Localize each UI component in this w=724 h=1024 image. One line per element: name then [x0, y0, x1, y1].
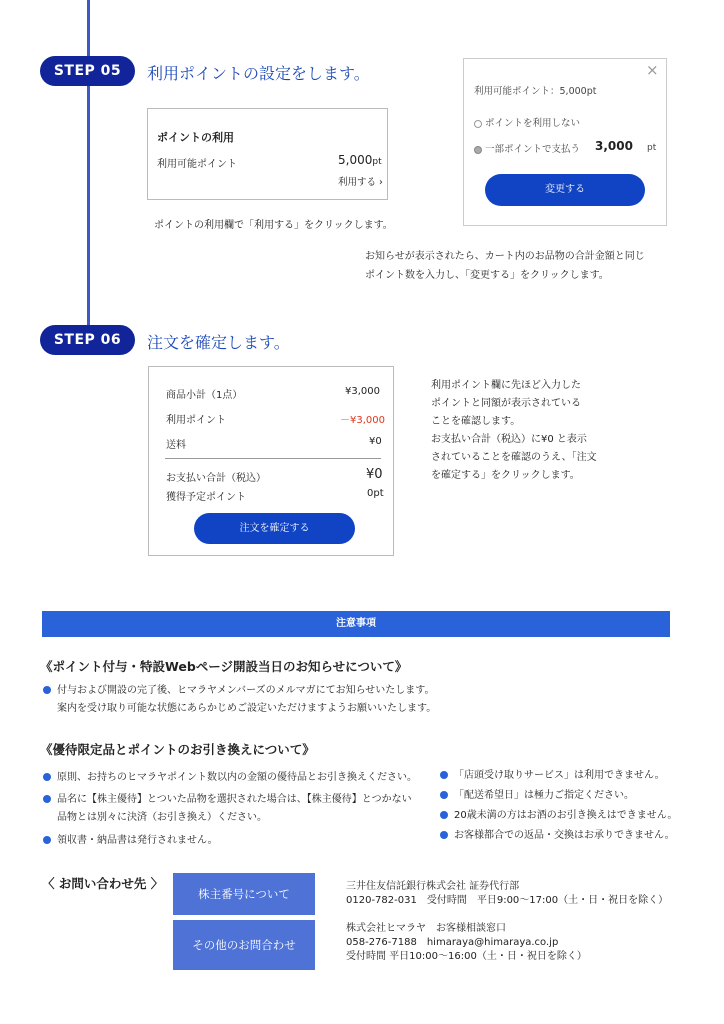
notice-left-item-2-cont: 品物とは別々に決済（お引き換え）ください。: [57, 812, 267, 823]
notice-left-item-2: 品名に【株主優待】とついた品物を選択された場合は、【株主優待】とつかない: [43, 790, 412, 805]
bullet-icon: [440, 771, 448, 779]
notice-header: 注意事項: [42, 611, 670, 637]
subtotal-label: 商品小計（1点）: [166, 390, 243, 401]
points-usage-heading: ポイントの利用: [157, 131, 234, 144]
change-button[interactable]: 変更する: [485, 174, 645, 206]
contact-trust-bank-name: 三井住友信託銀行株式会社 証券代行部: [346, 881, 520, 892]
timeline-line: [87, 0, 90, 335]
bullet-icon: [440, 811, 448, 819]
radio-partial-points[interactable]: 一部ポイントで支払う: [474, 141, 580, 155]
notice-left-item-1: 原則、お持ちのヒマラヤポイント数以内の金額の優待品とお引き換えください。: [43, 768, 417, 783]
step-06-desc-line: ポイントと同額が表示されている: [431, 398, 581, 409]
notice-section-1-line-2: 案内を受け取り可能な状態にあらかじめご設定いただけますようお願いいたします。: [57, 703, 437, 714]
bullet-icon: [440, 791, 448, 799]
bullet-icon: [440, 831, 448, 839]
step-06-desc: [431, 377, 597, 485]
contact-title: 〈 お問い合わせ先 〉: [42, 876, 164, 891]
points-amount-unit: pt: [647, 143, 657, 153]
step-06-desc-line: されていることを確認のうえ、「注文: [431, 452, 597, 463]
notice-right-item-3: 20歳未満の方はお酒のお引き換えはできません。: [440, 806, 677, 821]
radio-off-icon: [474, 120, 482, 128]
subtotal-value: ¥3,000: [345, 386, 380, 397]
contact-trust-bank-phone: 0120-782-031 受付時間 平日9:00〜17:00（土・日・祝日を除く）: [346, 895, 669, 906]
notice-section-1-title: 《ポイント付与・特設Webページ開設当日のお知らせについて》: [40, 659, 408, 674]
contact-himaraya-name: 株式会社ヒマラヤ お客様相談窓口: [346, 923, 506, 934]
total-label: お支払い合計（税込）: [166, 473, 266, 484]
radio-no-points[interactable]: ポイントを利用しない: [474, 115, 580, 129]
radio-on-icon: [474, 146, 482, 154]
step-06-badge: STEP 06: [40, 325, 135, 355]
other-inquiries-button[interactable]: その他のお問合わせ: [173, 920, 315, 970]
earned-points-value: 0pt: [367, 488, 384, 499]
close-icon[interactable]: ×: [646, 61, 659, 79]
modal-available-points: 利用可能ポイント：5,000pt: [474, 86, 597, 97]
step-06-desc-line: を確定する」をクリックします。: [431, 470, 580, 481]
points-amount-input[interactable]: 3,000: [595, 139, 633, 153]
notice-section-2-title: 《優待限定品とポイントのお引き換えについて》: [40, 742, 315, 757]
bullet-icon: [43, 686, 51, 694]
available-points-value: 5,000pt: [338, 153, 382, 167]
summary-divider: [165, 458, 381, 459]
shareholder-number-button[interactable]: 株主番号について: [173, 873, 315, 915]
contact-himaraya: [346, 922, 587, 964]
step-05-caption: ポイントの利用欄で「利用する」をクリックします。: [154, 220, 393, 231]
points-usage-box: [147, 108, 388, 200]
used-points-value: －¥3,000: [340, 415, 385, 426]
contact-himaraya-hours: 受付時間 平日10:00〜16:00（土・日・祝日を除く）: [346, 951, 587, 962]
step-06-title: 注文を確定します。: [147, 333, 290, 352]
total-value: ¥0: [366, 467, 383, 482]
notice-left-item-3: 領収書・納品書は発行されません。: [43, 831, 218, 846]
use-points-link[interactable]: 利用する ›: [338, 177, 383, 188]
step-06-desc-line: ことを確認します。: [431, 416, 521, 427]
contact-himaraya-phone-email: 058-276-7188 himaraya@himaraya.co.jp: [346, 937, 559, 948]
step-05-desc-2: ポイント数を入力し、「変更する」をクリックします。: [365, 270, 609, 281]
step-06-desc-line: 利用ポイント欄に先ほど入力した: [431, 380, 581, 391]
order-summary-box: [148, 366, 394, 556]
notice-right-item-2: 「配送希望日」は極力ご指定ください。: [440, 786, 634, 801]
notice-right-item-1: 「店頭受け取りサービス」は利用できません。: [440, 766, 665, 781]
notice-right-item-4: お客様都合での返品・交換はお承りできません。: [440, 826, 675, 841]
bullet-icon: [43, 773, 51, 781]
bullet-icon: [43, 836, 51, 844]
used-points-label: 利用ポイント: [166, 415, 226, 426]
step-06-desc-line: お支払い合計（税込）に¥0 と表示: [431, 434, 587, 445]
step-05-badge: STEP 05: [40, 56, 135, 86]
step-05-title: 利用ポイントの設定をします。: [147, 64, 370, 83]
bullet-icon: [43, 795, 51, 803]
confirm-order-button[interactable]: 注文を確定する: [194, 513, 355, 544]
earned-points-label: 獲得予定ポイント: [166, 492, 246, 503]
points-modal: [463, 58, 667, 226]
shipping-value: ¥0: [369, 436, 382, 447]
step-05-desc-1: お知らせが表示されたら、カート内のお品物の合計金額と同じ: [365, 251, 645, 262]
available-points-label: 利用可能ポイント: [157, 159, 237, 170]
notice-section-1-line-1: 付与および開設の完了後、ヒマラヤメンバーズのメルマガにてお知らせいたします。: [43, 681, 435, 696]
contact-trust-bank: [346, 880, 668, 908]
shipping-label: 送料: [166, 440, 186, 451]
